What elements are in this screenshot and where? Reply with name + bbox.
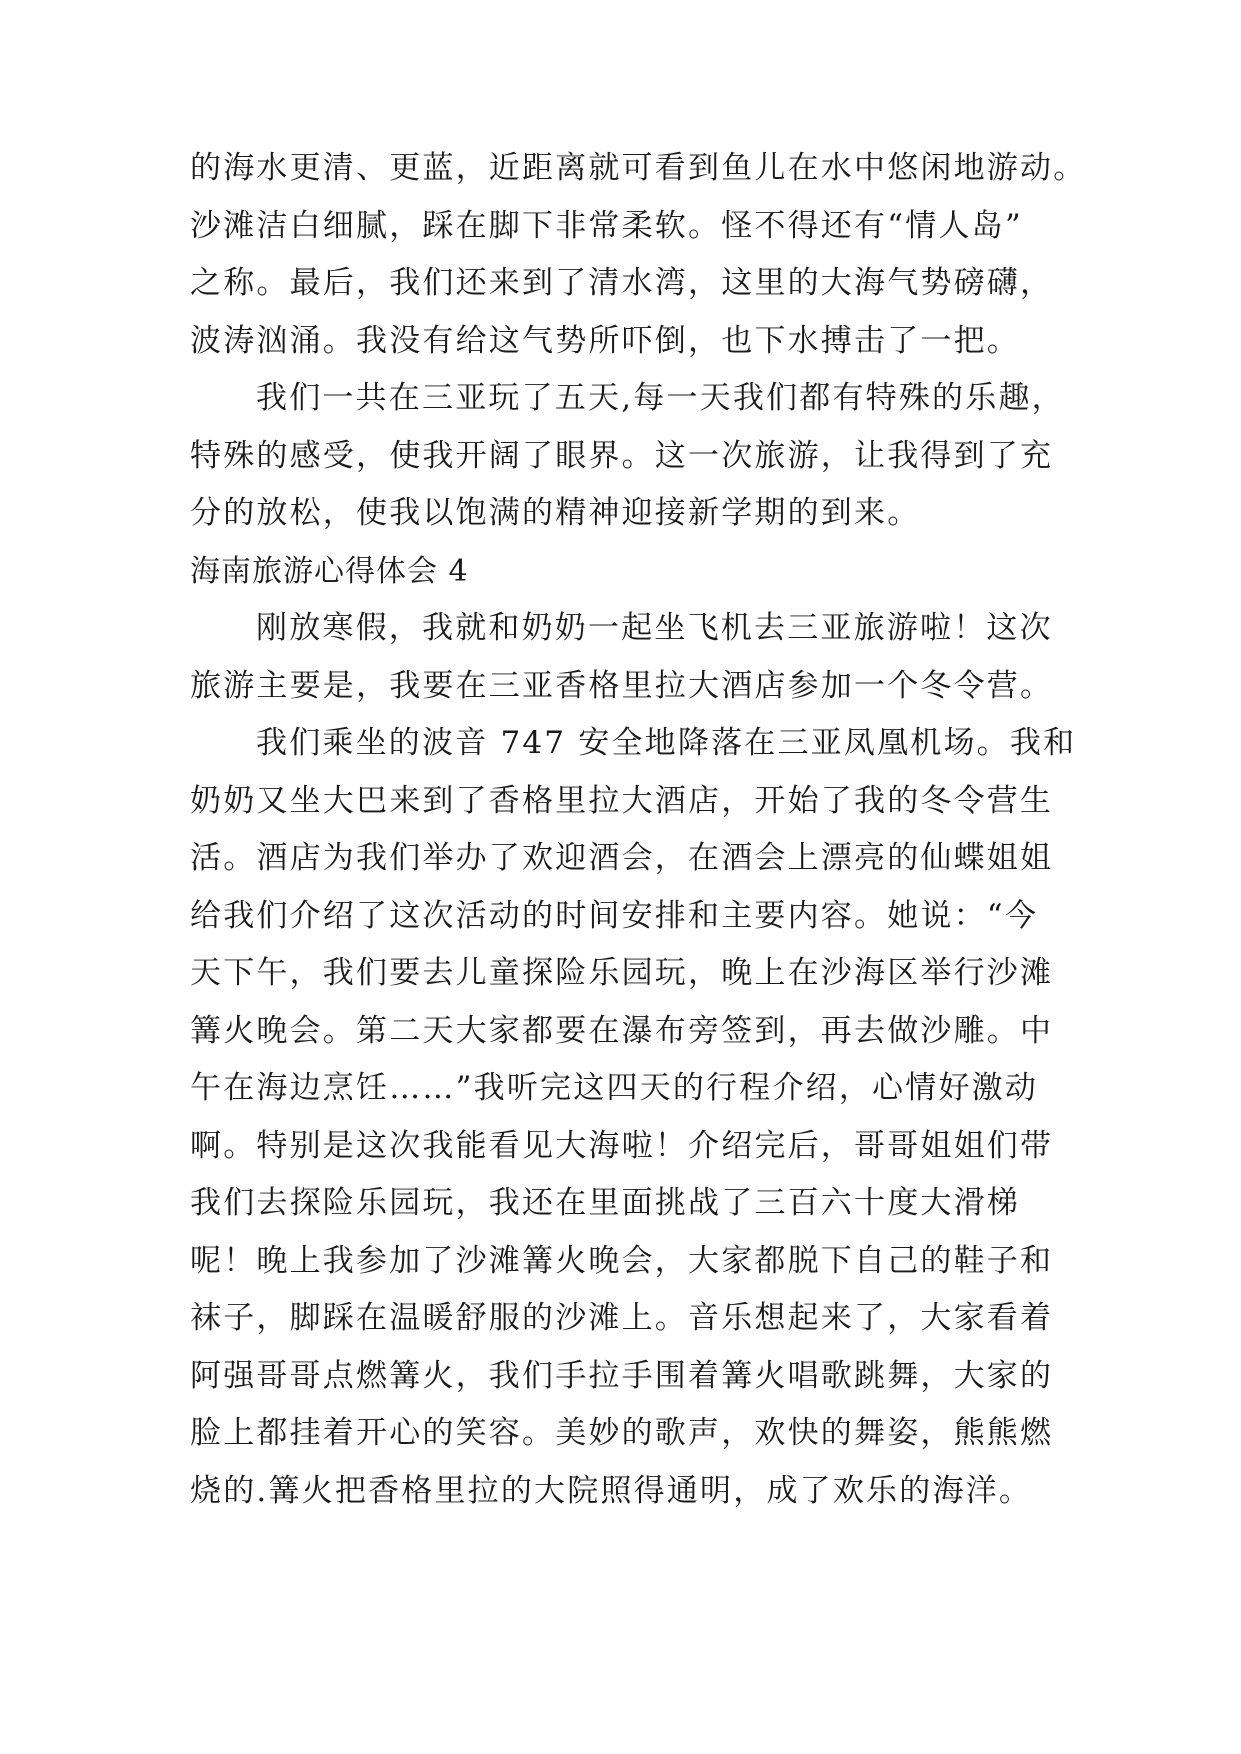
text-line: 分的放松，使我以饱满的精神迎接新学期的到来。 [190,495,921,531]
text-line: 天下午，我们要去儿童探险乐园玩，晚上在沙海区举行沙滩 [190,955,1054,991]
text-line: 烧的.篝火把香格里拉的大院照得通明，成了欢乐的海洋。 [190,1472,1033,1509]
text-line: 我们一共在三亚玩了五天,每一天我们都有特殊的乐趣， [256,380,1065,416]
text-line: 给我们介绍了这次活动的时间安排和主要内容。她说：“今 [190,897,1039,934]
text-line: 之称。最后，我们还来到了清水湾，这里的大海气势磅礴， [190,265,1054,301]
text-line: 呢！晚上我参加了沙滩篝火晚会，大家都脱下自己的鞋子和 [190,1242,1054,1279]
text-line: 袜子，脚踩在温暖舒服的沙滩上。音乐想起来了，大家看着 [190,1300,1054,1336]
text-line: 阿强哥哥点燃篝火，我们手拉手围着篝火唱歌跳舞，大家的 [190,1357,1054,1394]
text-line: 午在海边烹饪……”我听完这四天的行程介绍，心情好激动 [190,1070,1039,1106]
text-line: 脸上都挂着开心的笑容。美妙的歌声，欢快的舞姿，熊熊燃 [190,1415,1054,1451]
text-line: 啊。特别是这次我能看见大海啦！介绍完后，哥哥姐姐们带 [190,1127,1054,1164]
text-line: 奶奶又坐大巴来到了香格里拉大酒店，开始了我的冬令营生 [190,782,1054,819]
document-page [190,140,1087,1520]
text-line: 我们乘坐的波音 747 安全地降落在三亚凤凰机场。我和 [256,725,1077,761]
text-line: 活。酒店为我们举办了欢迎酒会，在酒会上漂亮的仙蝶姐姐 [190,840,1054,876]
text-line: 的海水更清、更蓝，近距离就可看到鱼儿在水中悠闲地游动。 [190,150,1087,186]
text-line: 特殊的感受，使我开阔了眼界。这一次旅游，让我得到了充 [190,437,1054,474]
text-line: 波涛汹涌。我没有给这气势所吓倒，也下水搏击了一把。 [190,322,1020,359]
text-line: 旅游主要是，我要在三亚香格里拉大酒店参加一个冬令营。 [190,667,1054,704]
text-line: 沙滩洁白细腻，踩在脚下非常柔软。怪不得还有“情人岛” [190,207,1023,244]
text-line: 篝火晚会。第二天大家都要在瀑布旁签到，再去做沙雕。中 [190,1012,1054,1049]
text-line: 刚放寒假，我就和奶奶一起坐飞机去三亚旅游啦！这次 [256,610,1053,646]
section-heading: 海南旅游心得体会 4 [190,553,469,589]
text-line: 我们去探险乐园玩，我还在里面挑战了三百六十度大滑梯 [190,1185,1020,1221]
